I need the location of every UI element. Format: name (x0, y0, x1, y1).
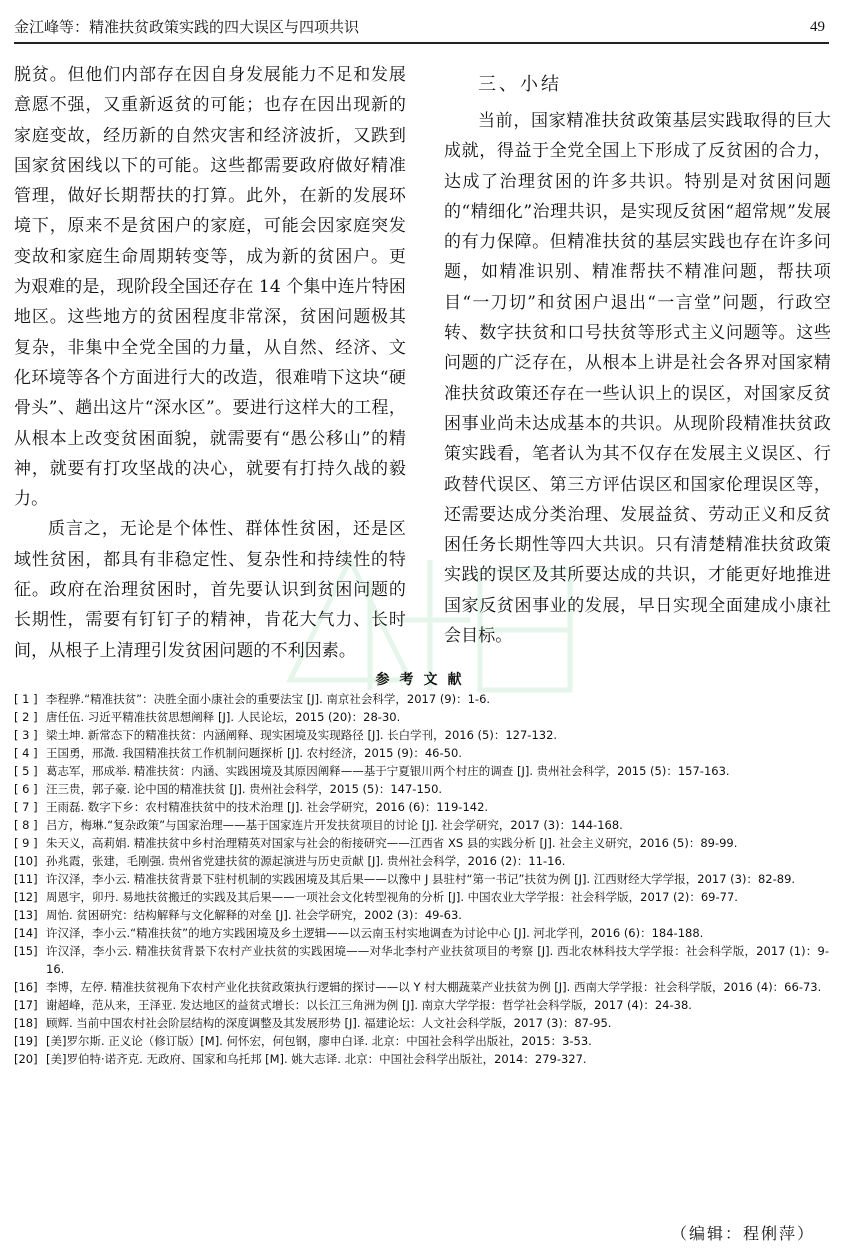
running-header (14, 14, 829, 40)
left-column (14, 60, 406, 666)
body-paragraph: 当前，国家精准扶贫政策基层实践取得的巨大成就，得益于全党全国上下形成了反贫困的合力，达成了治理贫困的许多共识。特别是对贫困问题的“精细化”治理共识，是实现反贫困“超常规”发展的有力保障。但精准扶贫的基层实践也存在许多问题，如精准识别、精准帮扶不精准问题，帮扶项目“一刀切”和贫困户退出“一言堂”问题，行政空转、数字扶贫和口号扶贫等形式主义问题等。这些问题的广泛存在，从根本上讲是社会各界对国家精准扶贫政策还存在一些认识上的误区，对国家反贫困事业尚未达成基本的共识。从现阶段精准扶贫政策实践看，笔者认为其不仅存在发展主义误区、行政替代误区、第三方评估误区和国家伦理误区等，还需要达成分类治理、发展益贫、劳动正义和反贫困任务长期性等四大共识。只有清楚精准扶贫政策实践的误区及其所要达成的共识，才能更好地推进国家反贫困事业的发展，早日实现全面建成小康社会目标。 (444, 111, 831, 647)
references-list (14, 690, 829, 1068)
section-heading: 三、小结 (478, 74, 562, 95)
reference-item (14, 690, 829, 708)
reference-item (14, 1032, 829, 1050)
reference-number: [12] (14, 890, 38, 904)
reference-item (14, 708, 829, 726)
reference-number: [ 1 ] (14, 692, 38, 706)
reference-item (14, 942, 829, 978)
reference-text: 孙兆霞，张建，毛刚强. 贵州省党建扶贫的源起演进与历史贡献 [J]. 贵州社会科学，2016 (2)：11-16. (46, 854, 566, 868)
reference-number: [ 8 ] (14, 818, 38, 832)
reference-item (14, 744, 829, 762)
reference-number: [10] (14, 854, 38, 868)
reference-text: 葛志军，邢成举. 精准扶贫：内涵、实践困境及其原因阐释——基于宁夏银川两个村庄的调查 [J]. 贵州社会科学，2015 (5)：157-163. (46, 764, 730, 778)
reference-text: 吕方，梅琳.“复杂政策”与国家治理——基于国家连片开发扶贫项目的讨论 [J]. 社会学研究，2017 (3)：144-168. (46, 818, 623, 832)
editor-credit: （编辑：程俐萍） (670, 1224, 815, 1243)
reference-text: 李程骅.“精准扶贫”：决胜全面小康社会的重要法宝 [J]. 南京社会科学，2017 (9)：1-6. (46, 692, 491, 706)
reference-item (14, 852, 829, 870)
reference-number: [ 2 ] (14, 710, 38, 724)
reference-number: [13] (14, 908, 38, 922)
reference-text: 王雨磊. 数字下乡：农村精准扶贫中的技术治理 [J]. 社会学研究，2016 (6)：119-142. (46, 800, 489, 814)
reference-number: [18] (14, 1016, 38, 1030)
reference-item (14, 978, 829, 996)
reference-item (14, 870, 829, 888)
reference-number: [ 5 ] (14, 764, 38, 778)
reference-text: 许汉泽，李小云. 精准扶贫背景下农村产业扶贫的实践困境——对华北李村产业扶贫项目的考察 [J]. 西北农林科技大学学报：社会科学版，2017 (1)：9-16. (46, 944, 829, 976)
reference-item (14, 780, 829, 798)
body-paragraph: 脱贫。但他们内部存在因自身发展能力不足和发展意愿不强，又重新返贫的可能；也存在因出现新的家庭变故，经历新的自然灾害和经济波折，又跌到国家贫困线以下的可能。这些都需要政府做好精准管理，做好长期帮扶的打算。此外，在新的发展环境下，原来不是贫困户的家庭，可能会因家庭突发变故和家庭生命周期转变等，成为新的贫困户。更为艰难的是，现阶段全国还存在 14 个集中连片特困地区。这些地方的贫困程度非常深，贫困问题极其复杂，非集中全党全国的力量，从自然、经济、文化环境等各个方面进行大的改造，很难啃下这块“硬骨头”、趟出这片“深水区”。要进行这样大的工程，从根本上改变贫困面貌，就需要有“愚公移山”的精神，就要有打攻坚战的决心，就要有打持久战的毅力。 (14, 65, 406, 510)
reference-number: [ 7 ] (14, 800, 38, 814)
reference-number: [17] (14, 998, 38, 1012)
reference-number: [ 4 ] (14, 746, 38, 760)
reference-text: 汪三贵，郭子豪. 论中国的精准扶贫 [J]. 贵州社会科学，2015 (5)：147-150. (46, 782, 443, 796)
reference-text: 朱天义，高莉娟. 精准扶贫中乡村治理精英对国家与社会的衔接研究——江西省 XS 县的实践分析 [J]. 社会主义研究，2016 (5)：89-99. (46, 836, 738, 850)
reference-item (14, 1014, 829, 1032)
reference-number: [15] (14, 944, 38, 958)
reference-number: [20] (14, 1052, 38, 1066)
reference-text: 许汉泽，李小云.“精准扶贫”的地方实践困境及乡土逻辑——以云南玉村实地调查为讨论中心 [J]. 河北学刊，2016 (6)：184-188. (46, 926, 704, 940)
reference-text: 周恩宇，卯丹. 易地扶贫搬迁的实践及其后果——一项社会文化转型视角的分析 [J]. 中国农业大学学报：社会科学版，2017 (2)：69-77. (46, 890, 738, 904)
reference-number: [11] (14, 872, 38, 886)
reference-text: 王国勇，邢溦. 我国精准扶贫工作机制问题探析 [J]. 农村经济，2015 (9)：46-50. (46, 746, 462, 760)
reference-item (14, 888, 829, 906)
reference-item (14, 1050, 829, 1068)
body-paragraph: 质言之，无论是个体性、群体性贫困，还是区域性贫困，都具有非稳定性、复杂性和持续性的特征。政府在治理贫困时，首先要认识到贫困问题的长期性，需要有钉钉子的精神，肯花大气力、长时间，从根子上清理引发贫困问题的不利因素。 (14, 519, 406, 661)
reference-text: 许汉泽，李小云. 精准扶贫背景下驻村机制的实践困境及其后果——以豫中 J 县驻村“第一书记”扶贫为例 [J]. 江西财经大学学报，2017 (3)：82-89. (46, 872, 796, 886)
page-number: 49 (810, 19, 825, 35)
reference-item (14, 834, 829, 852)
reference-item (14, 762, 829, 780)
running-title: 金江峰等：精准扶贫政策实践的四大误区与四项共识 (14, 18, 360, 36)
reference-text: [美]罗伯特·诺齐克. 无政府、国家和乌托邦 [M]. 姚大志译. 北京：中国社会科学出版社，2014：279-327. (46, 1052, 587, 1066)
reference-number: [ 6 ] (14, 782, 38, 796)
header-divider (14, 42, 829, 44)
reference-text: 唐任伍. 习近平精准扶贫思想阐释 [J]. 人民论坛，2015 (20)：28-30. (46, 710, 401, 724)
reference-item (14, 906, 829, 924)
reference-number: [16] (14, 980, 38, 994)
reference-number: [ 9 ] (14, 836, 38, 850)
reference-text: 周怡. 贫困研究：结构解释与文化解释的对垒 [J]. 社会学研究，2002 (3)：49-63. (46, 908, 462, 922)
reference-item (14, 924, 829, 942)
reference-text: 李博，左停. 精准扶贫视角下农村产业化扶贫政策执行逻辑的探讨——以 Y 村大棚蔬菜产业扶贫为例 [J]. 西南大学学报：社会科学版，2016 (4)：66-73. (46, 980, 822, 994)
reference-text: 谢超峰，范从来，王泽亚. 发达地区的益贫式增长：以长江三角洲为例 [J]. 南京大学学报：哲学社会科学版，2017 (4)：24-38. (46, 998, 692, 1012)
reference-item (14, 996, 829, 1014)
reference-number: [ 3 ] (14, 728, 38, 742)
reference-text: 顾辉. 当前中国农村社会阶层结构的深度调整及其发展形势 [J]. 福建论坛：人文社会科学版，2017 (3)：87-95. (46, 1016, 612, 1030)
reference-item (14, 798, 829, 816)
reference-item (14, 726, 829, 744)
reference-number: [14] (14, 926, 38, 940)
reference-number: [19] (14, 1034, 38, 1048)
reference-item (14, 816, 829, 834)
references-title: 参考文献 (375, 672, 472, 688)
reference-text: 梁土坤. 新常态下的精准扶贫：内涵阐释、现实困境及实现路径 [J]. 长白学刊，2016 (5)：127-132. (46, 728, 558, 742)
reference-text: [美]罗尔斯. 正义论（修订版）[M]. 何怀宏，何包钢，廖申白译. 北京：中国社会科学出版社，2015：3-53. (46, 1034, 592, 1048)
right-column (444, 60, 831, 651)
